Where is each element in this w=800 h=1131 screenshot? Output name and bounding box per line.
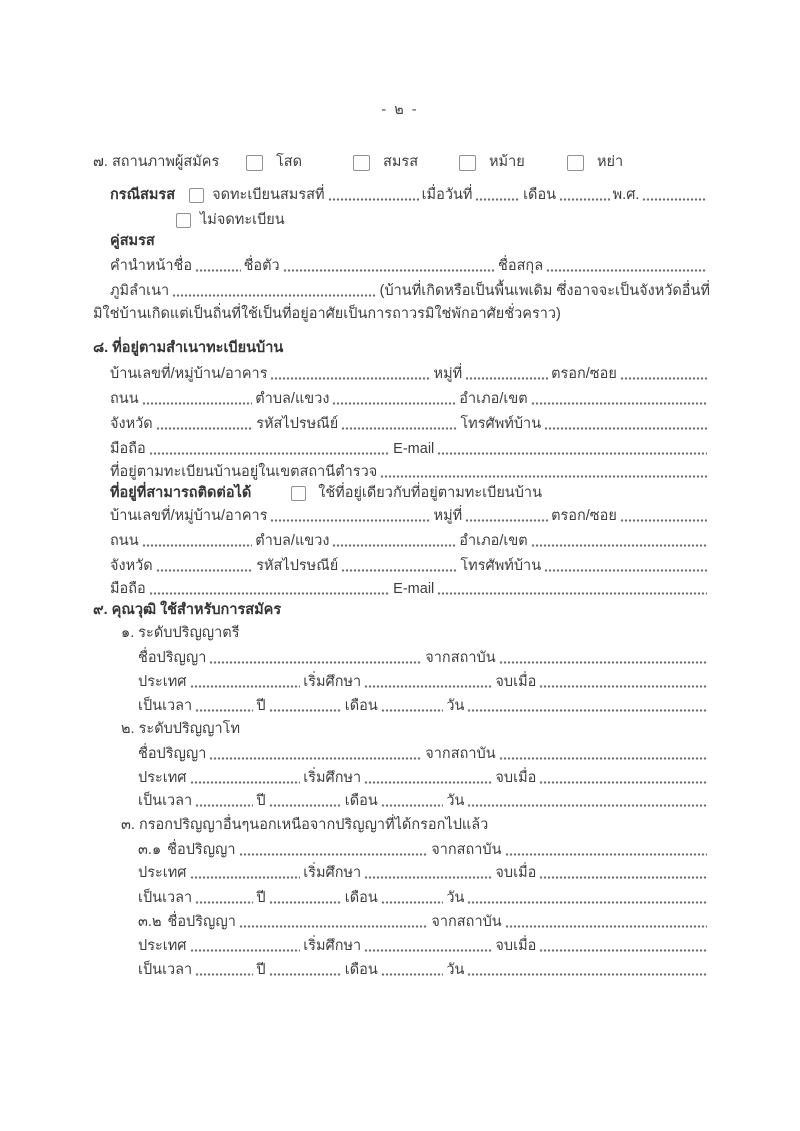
label-deg32-months: เดือน <box>344 962 378 978</box>
field-contact-road[interactable] <box>142 544 253 547</box>
field-deg31-institution[interactable] <box>505 853 707 856</box>
option-married <box>353 152 418 172</box>
field-spouse-last-name[interactable] <box>546 269 707 272</box>
field-contact-soi[interactable] <box>620 519 707 522</box>
label-deg31-days: วัน <box>446 890 465 906</box>
domicile-note-1: (บ้านที่เกิดหรือเป็นพื้นเพเดิม ซึ่งอาจจะเป็นจังหวัดอื่นที่ <box>379 283 710 299</box>
master-header: ๒. ระดับปริญญาโท <box>121 721 241 737</box>
label-deg31-years: ปี <box>256 890 266 906</box>
label-deg1-start: เริ่มศึกษา <box>303 674 362 690</box>
spouse-domicile-note-row <box>93 303 710 324</box>
checkbox-married[interactable] <box>353 155 370 171</box>
contact-house-row <box>110 505 710 526</box>
field-deg2-start[interactable] <box>364 781 492 784</box>
label-district: อำเภอ/เขต <box>459 391 528 407</box>
label-year-be: พ.ศ. <box>612 187 640 203</box>
contact-province-row <box>110 555 710 576</box>
address-province-row <box>110 413 710 434</box>
deg32-country-row <box>138 935 710 956</box>
field-deg2-institution[interactable] <box>499 757 707 760</box>
field-deg1-end[interactable] <box>539 685 707 688</box>
field-subdistrict[interactable] <box>332 402 456 405</box>
checkbox-widowed[interactable] <box>459 155 476 171</box>
label-postcode: รหัสไปรษณีย์ <box>256 416 339 432</box>
deg31-name-row <box>138 839 710 860</box>
label-not-registered: ไม่จดทะเบียน <box>200 212 285 228</box>
field-reg-day[interactable] <box>475 198 520 201</box>
address-house-row <box>110 363 710 384</box>
field-deg32-start[interactable] <box>364 949 492 952</box>
label-moo: หมู่ที่ <box>433 366 463 382</box>
address-mobile-row <box>110 438 710 459</box>
label-deg31-end: จบเมื่อ <box>495 865 537 881</box>
deg32-duration-row <box>138 959 710 980</box>
field-contact-moo[interactable] <box>465 519 548 522</box>
label-contact-house: บ้านเลขที่/หมู่บ้าน/อาคาร <box>110 508 268 524</box>
label-deg1-end: จบเมื่อ <box>495 674 537 690</box>
label-spouse-domicile: ภูมิลำเนา <box>110 283 170 299</box>
field-reg-year[interactable] <box>642 198 707 201</box>
field-contact-house-no[interactable] <box>270 519 430 522</box>
label-marriage-case: กรณีสมรส <box>110 187 176 203</box>
field-contact-province[interactable] <box>156 569 254 572</box>
label-mobile: มือถือ <box>110 441 146 457</box>
marital-status-row <box>93 151 710 172</box>
checkbox-same-address[interactable] <box>291 486 306 501</box>
label-deg1-country: ประเทศ <box>138 674 187 690</box>
label-contact-postcode: รหัสไปรษณีย์ <box>256 558 339 574</box>
deg32-number: ๓.๒ <box>138 914 162 930</box>
field-contact-email[interactable] <box>437 592 707 595</box>
deg2-country-row <box>138 767 710 788</box>
spouse-name-row <box>110 255 710 276</box>
field-police-station[interactable] <box>380 475 707 478</box>
label-deg2-country: ประเทศ <box>138 770 187 786</box>
field-deg32-extra[interactable] <box>467 973 707 976</box>
field-home-phone[interactable] <box>544 427 707 430</box>
deg31-duration-row <box>138 887 710 908</box>
label-widowed: หม้าย <box>489 154 525 170</box>
label-deg1-days: วัน <box>446 698 465 714</box>
field-deg32-name[interactable] <box>239 925 428 928</box>
master-header-row <box>121 718 710 739</box>
label-deg1-institution: จากสถาบัน <box>425 650 496 666</box>
contact-address-header-row <box>110 482 710 503</box>
police-station-row <box>110 461 710 482</box>
field-deg2-country[interactable] <box>190 781 301 784</box>
field-spouse-domicile[interactable] <box>172 294 376 297</box>
field-deg1-extra[interactable] <box>467 709 707 712</box>
contact-mobile-row <box>110 578 710 599</box>
field-contact-subdistrict[interactable] <box>332 544 456 547</box>
field-contact-mobile[interactable] <box>149 592 390 595</box>
field-deg31-country[interactable] <box>190 876 301 879</box>
label-deg2-days: วัน <box>446 793 465 809</box>
label-contact-home-phone: โทรศัพท์บ้าน <box>460 558 542 574</box>
checkbox-registered-marriage[interactable] <box>189 188 204 203</box>
field-reg-month[interactable] <box>559 198 610 201</box>
deg31-country-row <box>138 862 710 883</box>
label-deg2-duration: เป็นเวลา <box>138 793 193 809</box>
field-deg1-name[interactable] <box>209 661 422 664</box>
field-email[interactable] <box>437 452 707 455</box>
label-same-address: ใช้ที่อยู่เดียวกับที่อยู่ตามทะเบียนบ้าน <box>318 485 542 501</box>
label-deg1-months: เดือน <box>344 698 378 714</box>
section8-title-row <box>93 337 710 358</box>
label-house: บ้านเลขที่/หมู่บ้าน/อาคาร <box>110 366 268 382</box>
field-deg32-days[interactable] <box>381 973 444 976</box>
field-deg1-months[interactable] <box>269 709 342 712</box>
other-degrees-header-row <box>121 814 710 835</box>
label-deg32-country: ประเทศ <box>138 938 187 954</box>
option-widowed <box>459 152 525 172</box>
label-registered-at: จดทะเบียนสมรสที่ <box>212 187 325 203</box>
other-degrees-header: ๓. กรอกปริญญาอื่นๆนอกเหนือจากปริญญาที่ได้กรอกไปแล้ว <box>121 817 489 833</box>
field-road[interactable] <box>142 402 253 405</box>
label-deg32-years: ปี <box>256 962 266 978</box>
section9-title-row <box>93 599 710 620</box>
field-deg31-end[interactable] <box>539 876 707 879</box>
field-deg32-years[interactable] <box>195 973 253 976</box>
label-deg32-days: วัน <box>446 962 465 978</box>
label-contact-mobile: มือถือ <box>110 581 146 597</box>
label-deg31-country: ประเทศ <box>138 865 187 881</box>
field-deg2-extra[interactable] <box>467 804 707 807</box>
field-deg1-country[interactable] <box>190 685 301 688</box>
field-deg32-end[interactable] <box>539 949 707 952</box>
field-deg31-years[interactable] <box>195 901 253 904</box>
bachelor-header: ๑. ระดับปริญญาตรี <box>121 625 240 641</box>
label-contact-district: อำเภอ/เขต <box>459 533 528 549</box>
label-contact-province: จังหวัด <box>110 558 153 574</box>
label-deg31-start: เริ่มศึกษา <box>303 865 362 881</box>
field-mobile[interactable] <box>149 452 390 455</box>
not-registered-row <box>176 209 710 230</box>
field-spouse-prefix[interactable] <box>195 269 241 272</box>
option-single <box>246 152 302 172</box>
label-deg2-start: เริ่มศึกษา <box>303 770 362 786</box>
label-deg32-end: จบเมื่อ <box>495 938 537 954</box>
field-deg2-days[interactable] <box>381 804 444 807</box>
field-contact-postcode[interactable] <box>341 569 457 572</box>
label-spouse-last-name: ชื่อสกุล <box>498 258 544 274</box>
label-deg32-institution: จากสถาบัน <box>431 914 502 930</box>
field-spouse-first-name[interactable] <box>283 269 495 272</box>
field-deg2-name[interactable] <box>209 757 422 760</box>
label-deg2-institution: จากสถาบัน <box>425 746 496 762</box>
label-contact-road: ถนน <box>110 533 139 549</box>
label-contact-moo: หมู่ที่ <box>433 508 463 524</box>
label-contact-subdistrict: ตำบล/แขวง <box>255 533 330 549</box>
spouse-header-row <box>110 230 710 251</box>
page-number: - ๒ - <box>381 102 419 118</box>
deg32-name-row <box>138 911 710 932</box>
deg1-country-row <box>138 671 710 692</box>
deg2-name-row <box>138 743 710 764</box>
label-on-date: เมื่อวันที่ <box>421 187 473 203</box>
section8-title: ๘. ที่อยู่ตามสำเนาทะเบียนบ้าน <box>93 340 284 356</box>
label-deg2-months: เดือน <box>344 793 378 809</box>
label-soi: ตรอก/ซอย <box>551 366 617 382</box>
checkbox-divorced[interactable] <box>567 155 584 171</box>
label-deg32-duration: เป็นเวลา <box>138 962 193 978</box>
section9-title: ๙. คุณวุฒิ ใช้สำหรับการสมัคร <box>93 602 282 618</box>
field-deg31-start[interactable] <box>364 876 492 879</box>
field-district[interactable] <box>531 402 707 405</box>
spouse-header: คู่สมรส <box>110 233 155 249</box>
deg1-duration-row <box>138 695 710 716</box>
label-email: E-mail <box>393 441 435 457</box>
field-deg1-start[interactable] <box>364 685 492 688</box>
field-house-no[interactable] <box>270 377 430 380</box>
label-contact-email: E-mail <box>393 581 435 597</box>
label-deg32-name: ชื่อปริญญา <box>167 914 236 930</box>
field-moo[interactable] <box>465 377 548 380</box>
field-province[interactable] <box>156 427 254 430</box>
field-deg2-months[interactable] <box>269 804 342 807</box>
label-deg1-name: ชื่อปริญญา <box>138 650 207 666</box>
label-deg1-duration: เป็นเวลา <box>138 698 193 714</box>
label-province: จังหวัด <box>110 416 153 432</box>
label-deg32-start: เริ่มศึกษา <box>303 938 362 954</box>
field-deg1-institution[interactable] <box>499 661 707 664</box>
address-road-row <box>110 388 710 409</box>
label-spouse-prefix: คำนำหน้าชื่อ <box>110 258 193 274</box>
deg31-number: ๓.๑ <box>138 842 162 858</box>
label-married: สมรส <box>383 154 419 170</box>
field-deg31-months[interactable] <box>269 901 342 904</box>
marriage-case-row <box>110 184 710 205</box>
checkbox-not-registered[interactable] <box>176 213 191 228</box>
field-deg31-extra[interactable] <box>467 901 707 904</box>
checkbox-single[interactable] <box>246 155 263 171</box>
field-deg2-end[interactable] <box>539 781 707 784</box>
field-deg31-name[interactable] <box>239 853 429 856</box>
label-police-station: ที่อยู่ตามทะเบียนบ้านอยู่ในเขตสถานีตำรวจ <box>110 464 378 480</box>
deg1-name-row <box>138 647 710 668</box>
label-deg31-name: ชื่อปริญญา <box>167 842 236 858</box>
field-postcode[interactable] <box>341 427 457 430</box>
label-divorced: หย่า <box>597 154 624 170</box>
field-deg32-country[interactable] <box>190 949 301 952</box>
field-soi[interactable] <box>620 377 707 380</box>
field-deg2-years[interactable] <box>195 804 253 807</box>
label-subdistrict: ตำบล/แขวง <box>255 391 330 407</box>
contact-road-row <box>110 530 710 551</box>
spouse-domicile-row <box>110 280 710 301</box>
label-deg2-years: ปี <box>256 793 266 809</box>
field-deg1-years[interactable] <box>195 709 253 712</box>
label-month: เดือน <box>523 187 557 203</box>
field-deg31-days[interactable] <box>381 901 444 904</box>
label-home-phone: โทรศัพท์บ้าน <box>460 416 542 432</box>
field-registration-place[interactable] <box>328 198 419 201</box>
field-contact-district[interactable] <box>531 544 707 547</box>
option-divorced <box>567 152 623 172</box>
label-contact-soi: ตรอก/ซอย <box>551 508 617 524</box>
field-deg32-institution[interactable] <box>505 925 707 928</box>
contact-address-header: ที่อยู่ที่สามารถติดต่อได้ <box>110 485 252 501</box>
label-spouse-first-name: ชื่อตัว <box>243 258 280 274</box>
deg2-duration-row <box>138 790 710 811</box>
section7-title: ๗. สถานภาพผู้สมัคร <box>93 154 220 170</box>
domicile-note-2: มิใช่บ้านเกิดแต่เป็นถิ่นที่ใช้เป็นที่อยู่อาศัยเป็นการถาวรมิใช่พักอาศัยชั่วคราว) <box>93 306 561 322</box>
bachelor-header-row <box>121 622 710 643</box>
field-deg1-days[interactable] <box>381 709 444 712</box>
label-road: ถนน <box>110 391 139 407</box>
label-deg2-name: ชื่อปริญญา <box>138 746 207 762</box>
label-deg31-duration: เป็นเวลา <box>138 890 193 906</box>
label-deg2-end: จบเมื่อ <box>495 770 537 786</box>
field-deg32-months[interactable] <box>269 973 342 976</box>
label-deg31-months: เดือน <box>344 890 378 906</box>
label-single: โสด <box>276 154 303 170</box>
label-deg31-institution: จากสถาบัน <box>431 842 502 858</box>
field-contact-home-phone[interactable] <box>544 569 707 572</box>
label-deg1-years: ปี <box>256 698 266 714</box>
